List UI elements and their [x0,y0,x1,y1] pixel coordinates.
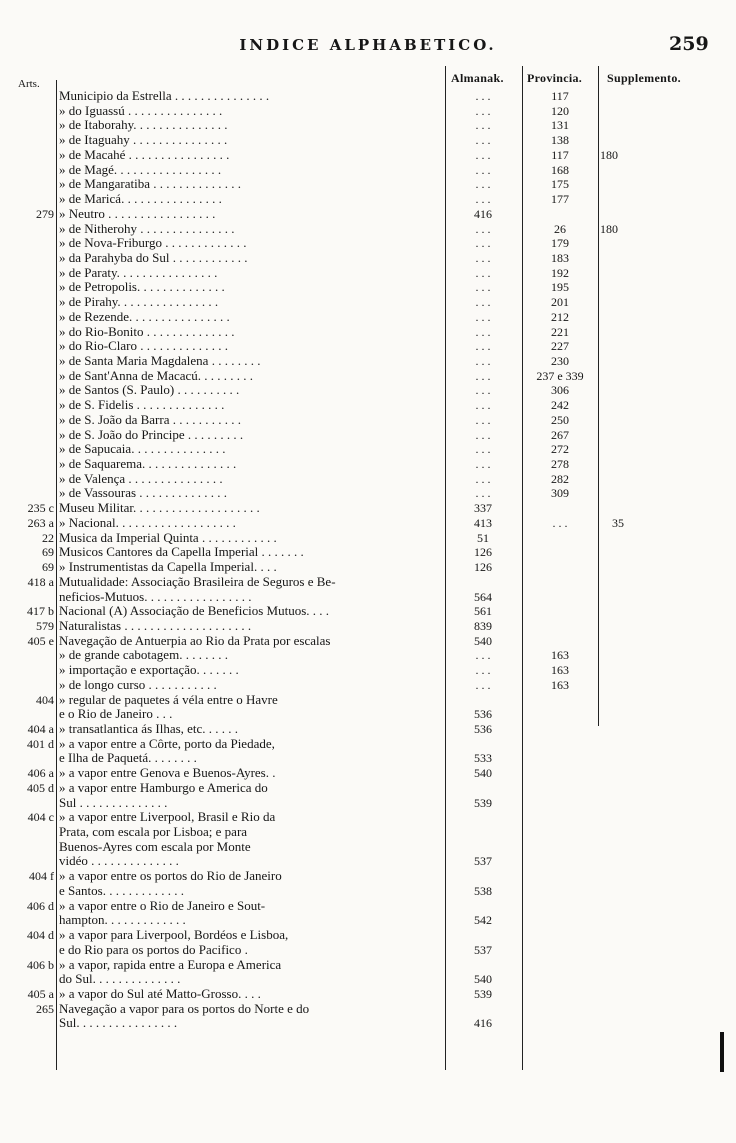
table-row [0,118,736,133]
provincia-page: 183 [551,250,569,265]
table-row [0,398,736,413]
article-number: 406 d [27,898,54,913]
entry-text: » importação e exportação. . . . . . . [59,662,239,678]
entry-text: » do Iguassú . . . . . . . . . . . . . . . [59,102,223,118]
provincia-page: 212 [551,309,569,324]
provincia-page: 309 [551,486,569,501]
almanak-page: 416 [474,206,492,221]
table-row [0,678,736,693]
entry-text: e Santos. . . . . . . . . . . . . [59,882,184,898]
almanak-page: 539 [474,986,492,1001]
almanak-page: . . . [475,89,491,103]
almanak-page: 416 [474,1016,492,1031]
almanak-page: . . . [475,324,491,339]
entry-text: » de Valença . . . . . . . . . . . . . . . [59,470,223,486]
provincia-page: 120 [551,103,569,118]
table-row [0,545,736,560]
entry-text: vidéo . . . . . . . . . . . . . . [59,853,179,869]
table-row [0,913,736,928]
entry-text: Mutualidade: Associação Brasileira de Seguros e Be- [59,573,336,589]
entry-text: Prata, com escala por Lisboa; e para [59,824,248,839]
entry-text: » de Rezende. . . . . . . . . . . . . . . . [59,308,230,324]
table-row [0,457,736,472]
entry-text: » de S. João do Principe . . . . . . . . . [59,426,244,442]
entry-text: » a vapor entre a Côrte, porto da Piedade, [59,735,275,751]
provincia-page: 179 [551,236,569,251]
table-row [0,854,736,869]
entry-text: » do Rio-Bonito . . . . . . . . . . . . . . [59,323,235,339]
table-row [0,663,736,678]
article-number: 22 [42,530,54,545]
table-row [0,722,736,737]
entry-text: » do Rio-Claro . . . . . . . . . . . . . . [59,338,228,354]
almanak-page: 536 [474,722,492,736]
entry-text: » Nacional. . . . . . . . . . . . . . . . . . . [59,514,236,530]
almanak-page: . . . [475,221,491,236]
entry-text: Naturalistas . . . . . . . . . . . . . . . . . . . . [59,617,252,633]
entry-text: Sul. . . . . . . . . . . . . . . . [59,1015,178,1031]
entry-text: » a vapor entre o Rio de Janeiro e Sout- [59,897,266,913]
entry-text: » de Nova-Friburgo . . . . . . . . . . . . . [59,235,247,251]
provincia-page: 26 [554,221,566,236]
almanak-page: . . . [475,427,491,442]
article-number: 401 d [27,736,54,751]
provincia-page: . . . [552,515,568,530]
table-row [0,796,736,811]
table-row [0,354,736,369]
article-number: 404 [36,692,54,707]
almanak-page: . . . [475,192,491,206]
table-row [0,89,736,104]
almanak-page: 51 [477,530,489,545]
entry-text: » de Nitherohy . . . . . . . . . . . . . . . [59,220,235,236]
provincia-page: 168 [551,162,569,177]
entry-text: » de Magé. . . . . . . . . . . . . . . . . [59,161,222,177]
table-row [0,958,736,973]
almanak-page: . . . [475,280,491,295]
table-row [0,928,736,943]
almanak-page: 537 [474,854,492,869]
table-row [0,943,736,958]
entry-text: » Instrumentistas da Capella Imperial. . . . [59,559,277,574]
table-row [0,501,736,516]
almanak-page: 337 [474,501,492,516]
entry-text: e Ilha de Paquetá. . . . . . . . [59,750,197,766]
provincia-page: 117 [551,89,569,103]
entry-text: » de Macahé . . . . . . . . . . . . . . . . [59,146,230,162]
almanak-page: . . . [475,147,491,162]
entry-text: » de Santos (S. Paulo) . . . . . . . . . . [59,382,240,398]
entry-text: » de Pirahy. . . . . . . . . . . . . . . . [59,294,219,310]
table-row [0,177,736,192]
entry-text: » a vapor entre Genova e Buenos-Ayres. . [59,765,276,781]
almanak-page: 561 [474,604,492,619]
almanak-page: . . . [475,648,491,663]
entry-text: » de Itaborahy. . . . . . . . . . . . . . . [59,117,228,133]
margin-mark [720,1032,724,1072]
column-header-arts: Arts. [18,78,40,90]
column-header-supplemento: Supplemento. [607,71,681,85]
almanak-page: . . . [475,133,491,148]
entry-text: » transatlantica ás Ilhas, etc. . . . . . [59,721,239,736]
page-number: 259 [669,33,709,55]
table-row [0,413,736,428]
entry-text: Musicos Cantores da Capella Imperial . . . . . . . [59,544,304,560]
table-row [0,369,736,384]
table-row [0,516,736,531]
table-row [0,310,736,325]
almanak-page: . . . [475,354,491,368]
provincia-page: 131 [551,118,569,133]
table-row [0,104,736,119]
table-row [0,133,736,148]
table-row [0,1002,736,1017]
entry-text: » a vapor para Liverpool, Bordéos e Lisboa, [59,927,289,942]
almanak-page: 538 [474,883,492,898]
table-row [0,236,736,251]
table-row [0,1016,736,1031]
entry-text: » de Sapucaia. . . . . . . . . . . . . . . [59,441,226,457]
provincia-page: 227 [551,339,569,354]
entry-text: » a vapor entre os portos do Rio de Janeiro [59,868,282,884]
provincia-page: 230 [551,354,569,368]
almanak-page: . . . [475,250,491,265]
table-row [0,884,736,899]
article-number: 404 d [27,928,54,942]
entry-text: » de Paraty. . . . . . . . . . . . . . . . [59,264,218,280]
table-row [0,575,736,590]
entry-text: » de S. João da Barra . . . . . . . . . . . [59,411,241,427]
page-title: INDICE ALPHABETICO. [239,36,497,54]
almanak-page: . . . [475,663,491,678]
table-row [0,869,736,884]
almanak-page: . . . [475,412,491,427]
almanak-page: . . . [475,368,491,383]
article-number: 404 f [29,869,54,884]
article-number: 405 e [27,633,54,648]
table-row [0,751,736,766]
provincia-page: 250 [551,412,569,427]
entry-text: » de Mangaratiba . . . . . . . . . . . . . . [59,176,241,192]
almanak-page: . . . [475,398,491,413]
almanak-page: . . . [475,236,491,251]
entry-text: neficios-Mutuos. . . . . . . . . . . . . . . . . [59,588,252,604]
provincia-page: 242 [551,398,569,413]
table-row [0,840,736,855]
table-row [0,148,736,163]
entry-text: do Sul. . . . . . . . . . . . . . [59,971,181,987]
table-row [0,781,736,796]
table-row [0,899,736,914]
provincia-page: 163 [551,677,569,692]
provincia-page: 306 [551,383,569,398]
column-header-almanak: Almanak. [451,71,504,85]
provincia-page: 195 [551,280,569,295]
almanak-page: . . . [475,486,491,501]
almanak-page: . . . [475,103,491,118]
entry-text: hampton. . . . . . . . . . . . . [59,912,186,928]
provincia-page: 192 [551,265,569,280]
article-number: 263 a [27,515,54,530]
provincia-page: 175 [551,177,569,192]
entry-text: » Neutro . . . . . . . . . . . . . . . . . [59,205,216,221]
provincia-page: 272 [551,442,569,457]
almanak-page: . . . [475,177,491,192]
entry-text: » de Itaguahy . . . . . . . . . . . . . . . [59,132,228,148]
table-row [0,619,736,634]
provincia-page: 163 [551,648,569,663]
article-number: 69 [42,545,54,560]
table-row [0,737,736,752]
almanak-page: 540 [474,972,492,987]
provincia-page: 201 [551,295,569,310]
table-row [0,972,736,987]
almanak-page: . . . [475,162,491,177]
article-number: 404 c [27,810,54,825]
entry-text: » de Petropolis. . . . . . . . . . . . . . [59,279,225,295]
table-row [0,442,736,457]
provincia-page: 221 [551,324,569,339]
supplemento-page: 180 [600,147,618,162]
article-number: 418 a [27,574,54,589]
almanak-page: 539 [474,795,492,810]
provincia-page: 117 [551,147,569,162]
table-row [0,825,736,840]
almanak-page: 126 [474,560,492,574]
entry-text: Musica da Imperial Quinta . . . . . . . . . . . . [59,529,277,545]
table-row [0,207,736,222]
provincia-page: 267 [551,427,569,442]
provincia-page: 163 [551,663,569,678]
almanak-page: . . . [475,118,491,133]
table-row [0,707,736,722]
entry-text: » da Parahyba do Sul . . . . . . . . . . . . [59,249,248,265]
almanak-page: . . . [475,383,491,398]
entry-text: Municipio da Estrella . . . . . . . . . . . . . . . [59,88,270,103]
provincia-page: 278 [551,457,569,471]
almanak-page: . . . [475,295,491,310]
article-number: 69 [42,560,54,574]
entry-text: » a vapor entre Liverpool, Brasil e Rio da [59,809,276,825]
table-row [0,486,736,501]
entry-text: » de longo curso . . . . . . . . . . . [59,676,217,692]
column-header-provincia: Provincia. [527,71,583,85]
supplemento-page: 180 [600,221,618,236]
entry-text: » de S. Fidelis . . . . . . . . . . . . . . [59,397,225,413]
table-row [0,251,736,266]
table-row [0,987,736,1002]
article-number: 405 d [27,780,54,795]
almanak-page: 536 [474,707,492,722]
table-row [0,192,736,207]
article-number: 417 b [27,604,54,619]
provincia-page: 177 [551,192,569,206]
article-number: 235 c [27,501,54,516]
supplemento-page: 35 [612,515,624,530]
article-number: 404 a [27,722,54,736]
table-row [0,604,736,619]
entry-text: Museu Militar. . . . . . . . . . . . . . . . . . . . [59,500,260,516]
almanak-page: 542 [474,913,492,928]
article-number: 579 [36,618,54,633]
entry-text: Nacional (A) Associação de Beneficios Mutuos. . . . [59,603,330,619]
almanak-page: . . . [475,471,491,486]
almanak-page: 839 [474,618,492,633]
almanak-page: . . . [475,442,491,457]
table-row [0,531,736,546]
entry-text: » regular de paquetes á véla entre o Havre [59,691,278,707]
almanak-page: 537 [474,942,492,957]
article-number: 265 [36,1001,54,1016]
table-row [0,325,736,340]
table-row [0,163,736,178]
table-row [0,295,736,310]
article-number: 406 b [27,957,54,972]
article-number: 405 a [27,986,54,1001]
entry-text: Sul . . . . . . . . . . . . . . [59,794,168,810]
almanak-page: 533 [474,751,492,766]
almanak-page: . . . [475,309,491,324]
table-row [0,766,736,781]
almanak-page: 540 [474,633,492,648]
entry-text: » de grande cabotagem. . . . . . . . [59,647,228,663]
entry-text: » de Saquarema. . . . . . . . . . . . . . . [59,456,237,471]
provincia-page: 282 [551,471,569,486]
almanak-page: . . . [475,677,491,692]
entry-text: e do Rio para os portos do Pacifico . [59,941,248,957]
almanak-page: . . . [475,339,491,354]
table-row [0,693,736,708]
almanak-page: . . . [475,457,491,471]
entry-text: Navegação a vapor para os portos do Norte e do [59,1000,310,1016]
entry-text: » a vapor, rapida entre a Europa e America [59,956,282,972]
provincia-page: 237 e 339 [536,368,584,383]
entry-text: Buenos-Ayres com escala por Monte [59,838,251,854]
table-row [0,810,736,825]
entry-text: Navegação de Antuerpia ao Rio da Prata por escalas [59,632,331,648]
provincia-page: 138 [551,133,569,148]
entry-text: » a vapor do Sul até Matto-Grosso. . . . [59,985,261,1001]
table-row [0,634,736,649]
entry-text: » de Sant'Anna de Macacú. . . . . . . . . [59,367,254,383]
almanak-page: 413 [474,515,492,530]
almanak-page: . . . [475,265,491,280]
entry-text: » de Santa Maria Magdalena . . . . . . . . [59,353,261,368]
entry-text: » a vapor entre Hamburgo e America do [59,779,268,795]
table-row [0,222,736,237]
almanak-page: 540 [474,766,492,781]
entry-text: » de Vassouras . . . . . . . . . . . . . . [59,485,228,501]
table-row [0,428,736,443]
almanak-page: 564 [474,589,492,604]
table-row [0,266,736,281]
article-number: 279 [36,206,54,221]
table-row [0,339,736,354]
almanak-page: 126 [474,545,492,560]
table-row [0,383,736,398]
table-row [0,590,736,605]
entry-text: » de Maricá. . . . . . . . . . . . . . . . [59,191,222,206]
table-row [0,560,736,575]
table-row [0,280,736,295]
article-number: 406 a [27,766,54,781]
table-row [0,648,736,663]
table-row [0,472,736,487]
entry-text: e o Rio de Janeiro . . . [59,706,173,722]
